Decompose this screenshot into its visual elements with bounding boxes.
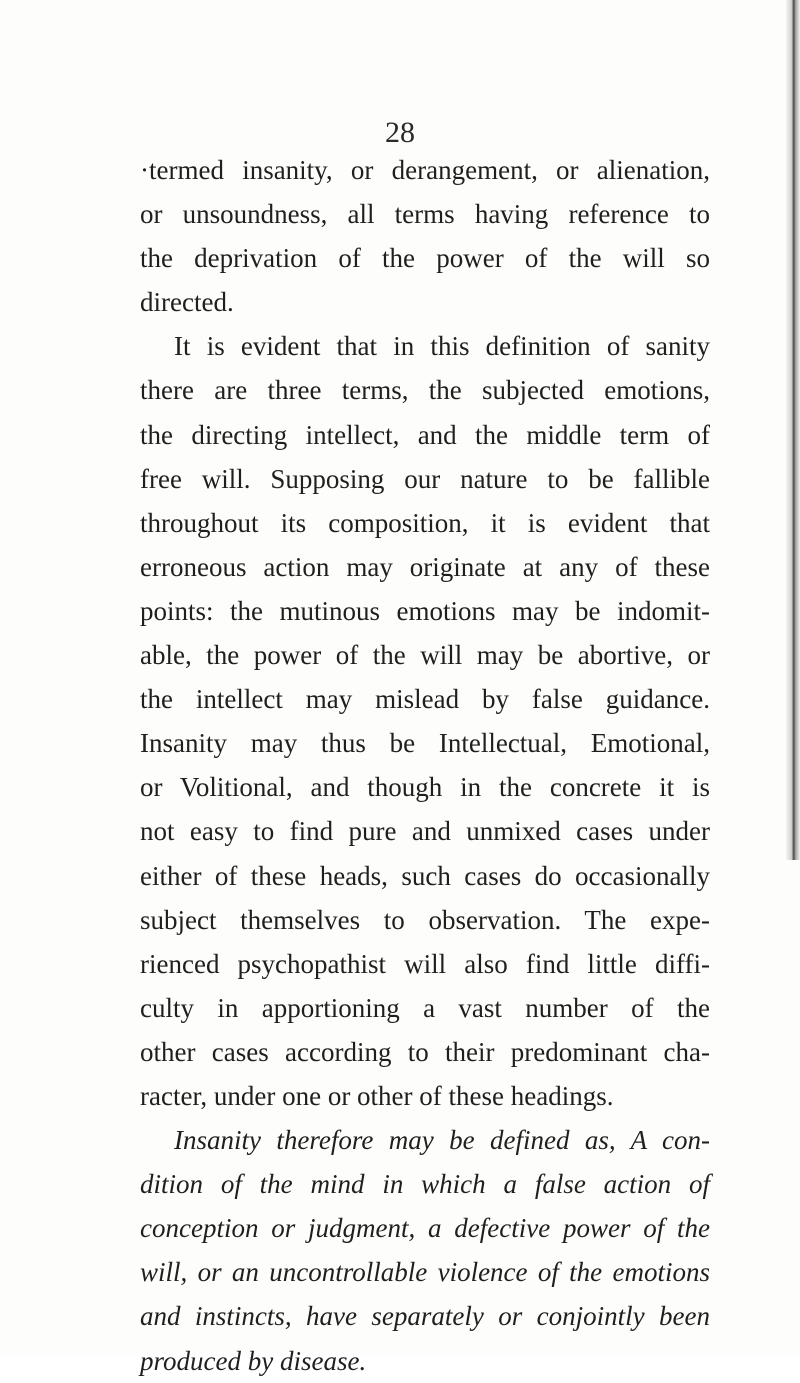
text-line: free will. Supposing our nature to be fallible — [140, 463, 710, 494]
text-line: able, the power of the will may be abortive, or — [140, 640, 710, 671]
body-text — [140, 148, 710, 1383]
text-line: other cases according to their predominant cha- — [140, 1036, 710, 1067]
text-line: racter, under one or other of these headings. — [140, 1080, 614, 1111]
text-line: either of these heads, such cases do occasionally — [140, 860, 710, 891]
definition-line: produced by disease. — [140, 1345, 367, 1376]
text-line: the intellect may mislead by false guidance. — [140, 684, 710, 715]
definition-line: and instincts, have separately or conjointly been — [140, 1301, 710, 1332]
text-line: or unsoundness, all terms having reference to — [140, 199, 710, 230]
text-line: rienced psychopathist will also find little diffi- — [140, 948, 710, 979]
text-line: erroneous action may originate at any of these — [140, 551, 710, 582]
text-line: points: the mutinous emotions may be indomit- — [140, 595, 710, 626]
text-line: It is evident that in this definition of sanity — [174, 331, 710, 362]
text-line: the deprivation of the power of the will so — [140, 243, 710, 274]
text-line: there are three terms, the subjected emotions, — [140, 375, 710, 406]
text-line: not easy to find pure and unmixed cases under — [140, 816, 710, 847]
definition-line: conception or judgment, a defective power of the — [140, 1213, 710, 1244]
text-line: subject themselves to observation. The expe- — [140, 904, 710, 935]
text-line: the directing intellect, and the middle term of — [140, 419, 710, 450]
text-line: culty in apportioning a vast number of the — [140, 992, 710, 1023]
definition-line: will, or an uncontrollable violence of the emotions — [140, 1257, 710, 1288]
page-number: 28 — [385, 116, 415, 149]
text-line: throughout its composition, it is evident that — [140, 507, 710, 538]
definition-line: dition of the mind in which a false action of — [140, 1169, 710, 1200]
text-line: Insanity may thus be Intellectual, Emotional, — [140, 728, 710, 759]
definition-line: Insanity therefore may be defined as, A con- — [174, 1125, 710, 1156]
text-line: directed. — [140, 287, 234, 318]
text-line: or Volitional, and though in the concrete it is — [140, 772, 710, 803]
text-line: ·termed insanity, or derangement, or alienation, — [140, 155, 710, 185]
